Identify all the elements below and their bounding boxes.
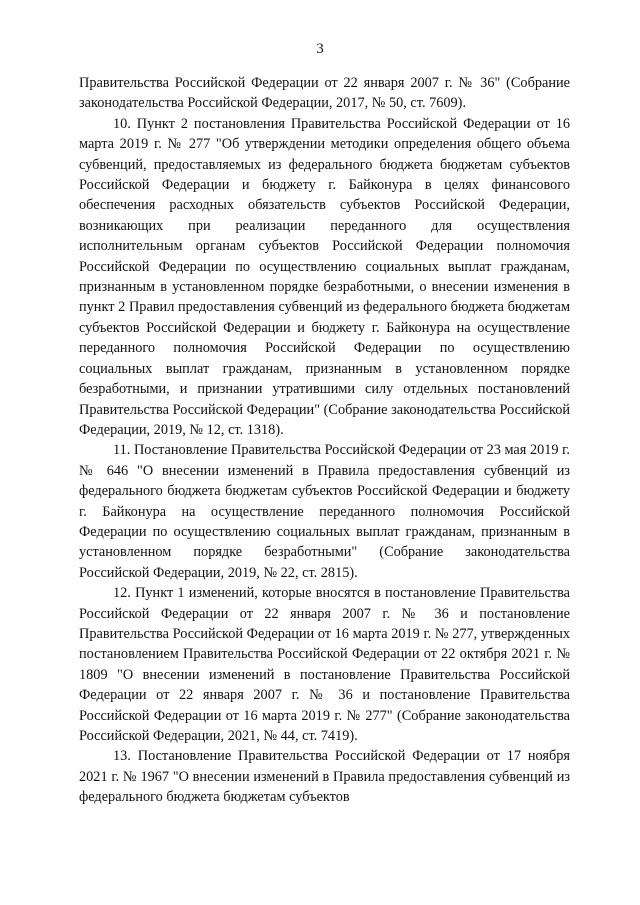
paragraph-item-11: 11. Постановление Правительства Российской Федерации от 23 мая 2019 г. № 646 "О внесении изменений в Правила предоставления субвенций из федерального бюджета бюджетам субъектов Российской Федерации и бюджету г. Байконура на осуществление переданного полномочия Российской Федерации по осуществлению социальных выплат гражданам, признанным в установленном порядке безработными" (Собрание законодательства Российской Федерации, 2019, № 22, ст. 2815). <box>79 442 570 581</box>
paragraph-continuation: Правительства Российской Федерации от 22 января 2007 г. № 36" (Собрание законодательства Российской Федерации, 2017, № 50, ст. 7609). <box>79 75 570 112</box>
paragraph-item-12: 12. Пункт 1 изменений, которые вносятся в постановление Правительства Российской Федерации от 22 января 2007 г. № 36 и постановление Правительства Российской Федерации от 16 марта 2019 г. № 277, утвержденных постановлением Правительства Российской Федерации от 22 октября 2021 г. № 1809 "О внесении изменений в постановление Правительства Российской Федерации от 22 января 2007 г. № 36 и постановление Правительства Российской Федерации от 16 марта 2019 г. № 277" (Собрание законодательства Российской Федерации, 2021, № 44, ст. 7419). <box>79 585 570 744</box>
paragraph-item-13: 13. Постановление Правительства Российской Федерации от 17 ноября 2021 г. № 1967 "О внесении изменений в Правила предоставления субвенций из федерального бюджета бюджетам субъектов <box>79 748 570 806</box>
paragraph-item-10: 10. Пункт 2 постановления Правительства Российской Федерации от 16 марта 2019 г. № 277 "Об утверждении методики определения общего объема субвенций, предоставляемых из федерального бюджета бюджетам субъектов Российской Федерации и бюджету г. Байконура в целях финансового обеспечения расходных обязательств субъектов Российской Федерации, возникающих при реализации переданного для осуществления исполнительным органам субъектов Российской Федерации полномочия Российской Федерации по осуществлению социальных выплат гражданам, признанным в установленном порядке безработными, о внесении изменения в пункт 2 Правил предоставления субвенций из федерального бюджета бюджетам субъектов Российской Федерации и бюджету г. Байконура на осуществление переданного полномочия Российской Федерации по осуществлению социальных выплат гражданам, признанным в установленном порядке безработными, и признании утратившими силу отдельных постановлений Правительства Российской Федерации" (Собрание законодательства Российской Федерации, 2019, № 12, ст. 1318). <box>79 115 570 438</box>
page-number: 3 <box>316 41 324 57</box>
document-body <box>79 73 570 808</box>
